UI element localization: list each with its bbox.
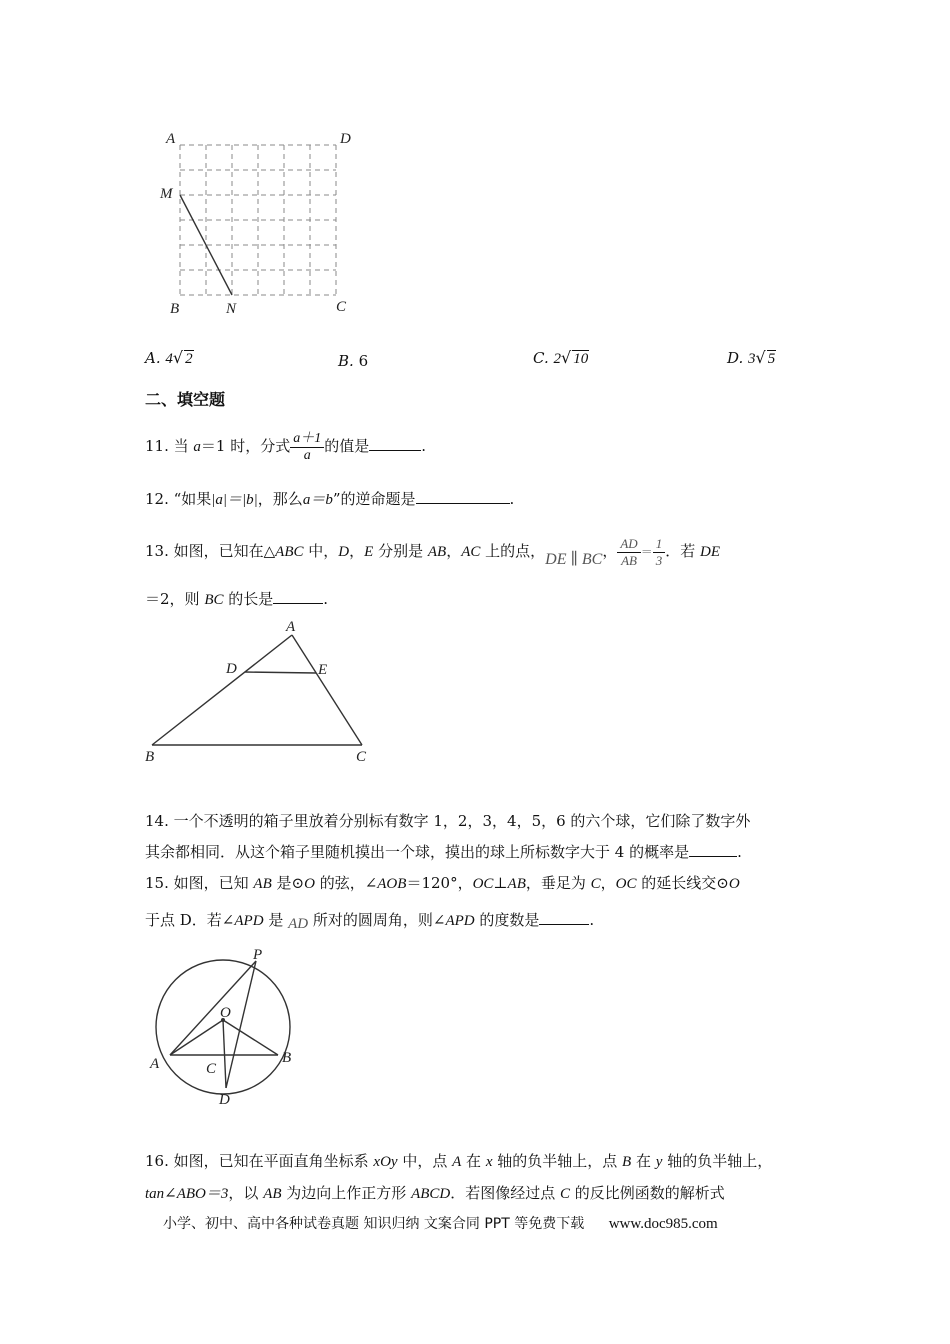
option-c-label: C. — [533, 349, 549, 367]
q14-end: . — [737, 843, 742, 861]
label-d: D — [340, 131, 351, 147]
q16-p2: 中，点 — [397, 1152, 453, 1170]
q15-oc: OC — [472, 876, 494, 892]
q12-answer-blank — [416, 489, 510, 504]
q13-e: E — [364, 544, 374, 560]
q15-apd2: APD — [445, 913, 475, 929]
fig13-label-b: B — [145, 749, 155, 765]
option-d-radicand: 5 — [767, 351, 776, 367]
fig13-label-a: A — [286, 619, 296, 635]
q15-ab2: AB — [507, 876, 526, 892]
q10-option-c: C. 2√ 10 — [533, 348, 589, 367]
q16-p3: 在 — [461, 1152, 486, 1170]
q13-ab: AB — [427, 544, 447, 560]
q11-denominator: a — [290, 447, 324, 464]
q13-t5: ， — [446, 542, 462, 560]
q15-p1: 15. 如图，已知 — [145, 874, 254, 892]
question-12 — [145, 488, 514, 511]
q15-l2c: 所对的圆周角，则∠ — [308, 911, 446, 929]
q15-p3: 的弦，∠ — [314, 874, 378, 892]
q15-o2: O — [728, 876, 740, 892]
q15-oc2: OC — [615, 876, 637, 892]
q14-line2: 其余都相同．从这个箱子里随机摸出一个球，摸出的球上所标数字大于 4 的概率是 — [145, 843, 690, 861]
q13-t6: 上的点， — [480, 542, 546, 560]
q13-triangle-figure — [140, 615, 380, 770]
q13-ratio-rnum: 1 — [655, 535, 663, 551]
q16-xoy: xOy — [373, 1154, 398, 1170]
question-13-line1 — [145, 531, 720, 572]
page-footer — [163, 1213, 718, 1233]
q10-option-d: D. 3√ 5 — [727, 348, 776, 367]
q12-eq-expr: a＝b — [302, 492, 333, 508]
q12-post: ”的逆命题是 — [332, 490, 416, 508]
q13-bc: BC — [204, 592, 224, 608]
q16-p1: 16. 如图，已知在平面直角坐标系 — [145, 1152, 374, 1170]
q15-answer-blank — [539, 910, 589, 925]
q15-apd: APD — [234, 913, 264, 929]
q13-line2-post: 的长是 — [223, 590, 274, 608]
question-14-line1 — [145, 810, 750, 832]
section-title: 二、填空题 — [145, 390, 226, 409]
fig15-label-a: A — [150, 1056, 160, 1072]
q13-parallel: DE ∥ BC — [545, 551, 603, 568]
q15-end: . — [589, 911, 595, 929]
label-n: N — [226, 301, 237, 317]
fig15-label-c: C — [206, 1061, 217, 1077]
q15-l2a: 于点 D．若∠ — [145, 911, 235, 929]
option-d-label: D. — [727, 349, 744, 367]
q16-l2d: 的反比例函数的解析式 — [570, 1184, 725, 1202]
q12-pre: 12. “如果 — [145, 490, 212, 508]
q13-d: D — [338, 544, 350, 560]
q13-t2: 中， — [303, 542, 339, 560]
q11-var: a — [193, 439, 201, 455]
question-11 — [145, 428, 426, 465]
q12-end: . — [509, 490, 515, 508]
q16-b: B — [622, 1154, 632, 1170]
q15-p5: ⊥ — [493, 874, 508, 892]
q12-abs-expr: |a|＝|b| — [211, 492, 258, 508]
q16-abcd: ABCD — [411, 1186, 451, 1202]
q16-l2b: 为边向上作正方形 — [281, 1184, 412, 1202]
q13-ac: AC — [461, 544, 481, 560]
q15-o: O — [304, 876, 315, 892]
option-b-label: B. — [338, 352, 354, 370]
option-c-coef: 2 — [553, 351, 561, 367]
q16-x: x — [485, 1154, 493, 1170]
q16-p6: 轴的负半轴上， — [662, 1152, 773, 1170]
q16-ab: AB — [263, 1186, 282, 1202]
q11-pre: 11. 当 — [145, 437, 194, 455]
q11-answer-blank — [369, 436, 421, 451]
q12-mid: ，那么 — [257, 490, 303, 508]
q13-line2-pre: ＝2，则 — [145, 590, 205, 608]
q13-pre: 13. 如图，已知在△ — [145, 542, 276, 560]
q16-l2c: ．若图像经过点 — [450, 1184, 561, 1202]
q16-p5: 在 — [631, 1152, 656, 1170]
question-13-line2 — [145, 588, 328, 611]
label-c: C — [336, 299, 347, 315]
q13-ratio-den: AB — [617, 552, 640, 569]
question-14-line2 — [145, 841, 742, 863]
q15-p4: ＝120°， — [406, 874, 473, 892]
q10-grid-figure — [150, 125, 370, 325]
q13-ratio-left — [617, 536, 640, 569]
question-15-line2 — [145, 909, 594, 932]
option-b-value: 6 — [358, 352, 369, 370]
q14-answer-blank — [689, 842, 737, 857]
q10-option-a: A. 4√ 2 — [145, 348, 193, 367]
q13-t7: ， — [602, 542, 618, 560]
question-16-line1 — [145, 1150, 772, 1173]
q16-l2a: ，以 — [228, 1184, 264, 1202]
q11-post: 的值是 — [324, 437, 370, 455]
q13-t3: ， — [349, 542, 365, 560]
option-d-coef: 3 — [748, 351, 756, 367]
q11-end: . — [421, 437, 427, 455]
q15-aob: AOB — [377, 876, 407, 892]
q11-mid: ＝1 时，分式 — [200, 437, 291, 455]
q13-answer-blank — [273, 589, 323, 604]
option-a-radicand: 2 — [185, 351, 193, 367]
q15-p2: 是⊙ — [271, 874, 305, 892]
q13-ratio-right — [653, 536, 666, 569]
q13-ratio-rden: 3 — [653, 552, 666, 569]
q15-circle-figure — [140, 940, 315, 1115]
question-15-line1 — [145, 872, 740, 895]
footer-text: 小学、初中、高中各种试卷真题 知识归纳 文案合同 PPT 等免费下载 — [163, 1216, 585, 1232]
fig15-label-p: P — [253, 947, 263, 963]
q15-p6: ，垂足为 — [525, 874, 591, 892]
q15-arc-ad: AD — [288, 916, 309, 932]
q15-ab: AB — [253, 876, 272, 892]
q15-l2b: 是 — [263, 911, 289, 929]
q16-p4: 轴的负半轴上，点 — [492, 1152, 623, 1170]
q15-p7: ， — [600, 874, 616, 892]
fig13-label-d: D — [226, 661, 237, 677]
q11-numerator: a＋1 — [293, 430, 322, 446]
q15-c: C — [590, 876, 601, 892]
label-a: A — [166, 131, 176, 147]
label-m: M — [160, 186, 173, 202]
q13-triangle: ABC — [275, 544, 304, 560]
q13-ratio-num: AD — [620, 535, 638, 551]
q16-tan: tan∠ABO＝3 — [145, 1186, 229, 1202]
fig15-label-b: B — [282, 1050, 292, 1066]
option-a-label: A. — [145, 349, 161, 367]
q11-fraction — [290, 431, 324, 464]
q13-ratio-eq: ＝ — [640, 545, 653, 559]
fig15-label-o: O — [220, 1005, 231, 1021]
q15-l2d: 的度数是 — [474, 911, 540, 929]
q14-line1: 14. 一个不透明的箱子里放着分别标有数字 1，2，3，4，5，6 的六个球，它们除了数字外 — [145, 812, 751, 830]
q13-t4: 分别是 — [373, 542, 428, 560]
q16-c: C — [560, 1186, 571, 1202]
question-16-line2 — [145, 1182, 725, 1205]
q13-t8: ．若 — [665, 542, 700, 560]
footer-url[interactable]: www.doc985.com — [608, 1216, 718, 1232]
option-c-radicand: 10 — [573, 351, 589, 367]
q16-y: y — [655, 1154, 663, 1170]
q13-end: . — [323, 590, 329, 608]
q16-a: A — [452, 1154, 462, 1170]
option-a-coef: 4 — [165, 351, 173, 367]
fig13-label-e: E — [318, 662, 328, 678]
label-b: B — [170, 301, 180, 317]
q15-p8: 的延长线交⊙ — [636, 874, 729, 892]
q13-de: DE — [700, 544, 720, 560]
fig15-label-d: D — [219, 1092, 230, 1108]
q10-option-b — [338, 350, 368, 372]
fig13-label-c: C — [356, 749, 367, 765]
